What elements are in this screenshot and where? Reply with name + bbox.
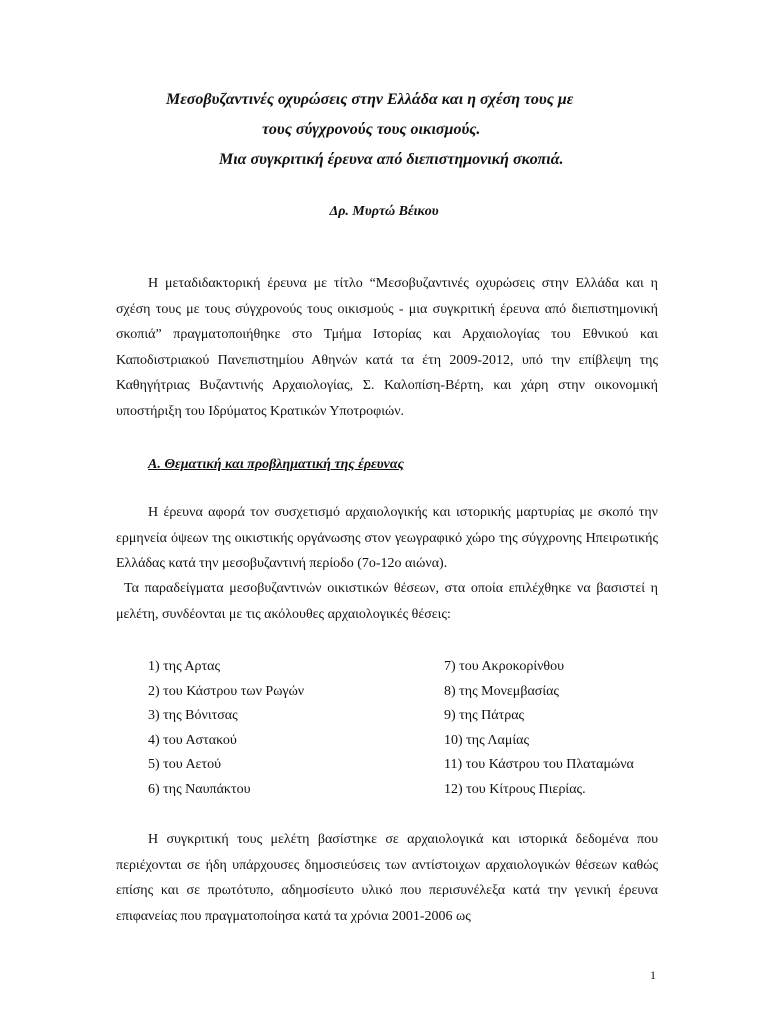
list-item: 8) της Μονεμβασίας — [444, 683, 559, 699]
section-heading: Α. Θεματική και προβληματική της έρευνας — [148, 457, 404, 472]
list-item: 3) της Βόνιτσας — [148, 708, 238, 724]
page-number: 1 — [650, 968, 656, 982]
list-item: 6) της Ναυπάκτου — [148, 781, 251, 797]
title-line-1: Μεσοβυζαντινές οχυρώσεις στην Ελλάδα και η σχέση τους με — [166, 91, 574, 108]
title-line-3: Μια συγκριτική έρευνα από διεπιστημονική σκοπιά. — [219, 151, 564, 168]
list-item: 4) του Αστακού — [148, 732, 237, 748]
sites-list-left — [148, 655, 304, 803]
body-paragraph-1: Η έρευνα αφορά τον συσχετισμό αρχαιολογικής και ιστορικής μαρτυρίας με σκοπό την ερμηνεία όψεων της οικιστικής οργάνωσης στον γεωγραφικό χώρο της σύγχρονης Ηπειρωτικής Ελλάδας κατά την μεσοβυζαντινή περίοδο (7ο-12ο αιώνα). — [116, 505, 658, 572]
body-paragraph-3: Η συγκριτική τους μελέτη βασίστηκε σε αρχαιολογικά και ιστορικά δεδομένα που περιέχονται σε ήδη υπάρχουσες δημοσιεύσεις των αντίστοιχων αρχαιολογικών θέσεων καθώς επίσης και σε πρωτότυπο, αδημοσίευτο υλικό που περισυνέλεξα κατά την γενική έρευνα επιφανείας που πραγματοποίησα κατά τα χρόνια 2001-2006 ως — [116, 832, 658, 924]
body-paragraph-2: Τα παραδείγματα μεσοβυζαντινών οικιστικών θέσεων, στα οποία επιλέχθηκε να βασιστεί η μελέτη, συνδέονται με τις ακόλουθες αρχαιολογικές θέσεις: — [116, 581, 658, 622]
list-item: 12) του Κίτρους Πιερίας. — [444, 781, 586, 797]
list-item: 11) του Κάστρου του Πλαταμώνα — [444, 757, 634, 773]
list-item: 10) της Λαμίας — [444, 732, 530, 748]
intro-paragraph: Η μεταδιδακτορική έρευνα με τίτλο “Μεσοβυζαντινές οχυρώσεις στην Ελλάδα και η σχέση τους με τους σύγχρονούς τους οικισμούς - μια συγκριτική έρευνα από διεπιστημονική σκοπιά” πραγματοποιήθηκε στο Τμήμα Ιστορίας και Αρχαιολογίας του Εθνικού και Καποδιστριακού Πανεπιστημίου Αθηνών κατά τα έτη 2009-2012, υπό την επίβλεψη της Καθηγήτριας Βυζαντινής Αρχαιολογίας, Σ. Καλοπίση-Βέρτη, και χάρη στην οικονομική υποστήριξη του Ιδρύματος Κρατικών Υποτροφιών. — [116, 276, 658, 419]
list-item: 2) του Κάστρου των Ρωγών — [148, 683, 305, 699]
author: Δρ. Μυρτώ Βέικου — [329, 204, 439, 219]
sites-list-right — [444, 655, 634, 803]
list-item: 7) του Ακροκορίνθου — [444, 659, 565, 674]
list-item: 1) της Αρτας — [148, 659, 220, 674]
list-item: 5) του Αετού — [148, 757, 221, 773]
list-item: 9) της Πάτρας — [444, 708, 525, 724]
title-line-2: τους σύγχρονούς τους οικισμούς. — [262, 121, 481, 138]
